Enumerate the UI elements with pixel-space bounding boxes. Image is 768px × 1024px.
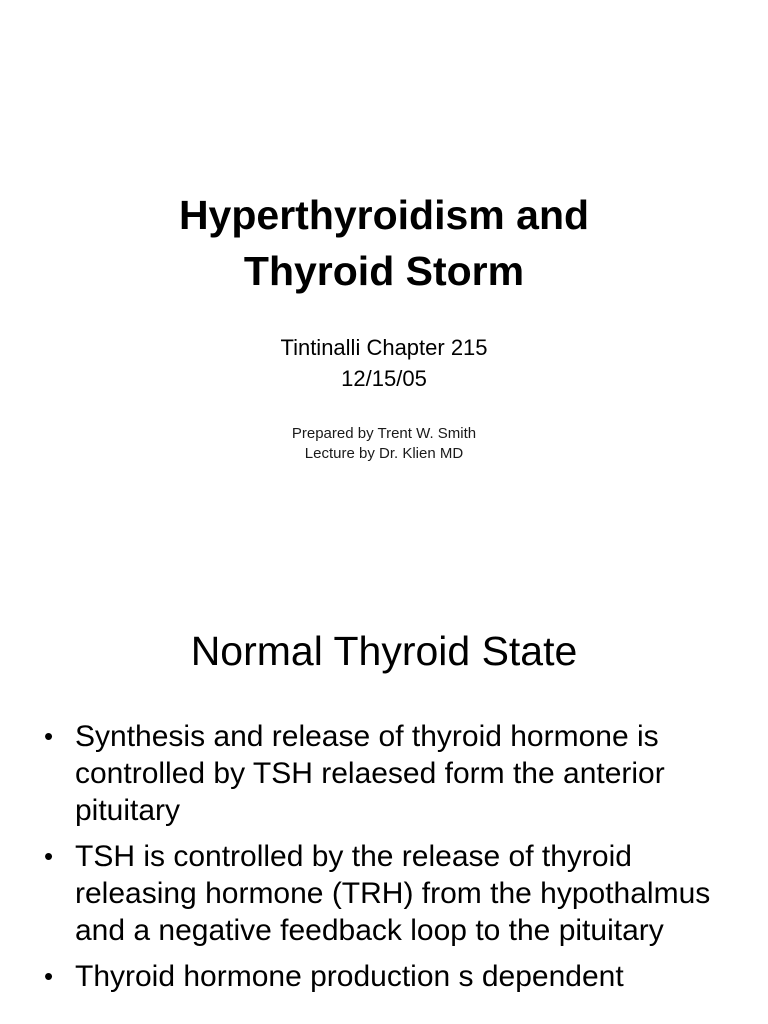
bullet-item bbox=[44, 958, 734, 995]
presentation-date: 12/15/05 bbox=[341, 366, 427, 391]
lecture-by: Lecture by Dr. Klien MD bbox=[304, 445, 464, 462]
bullet-text: TSH is controlled by the release of thyroid releasing hormone (TRH) from the hypothalmus and a negative feedback loop to the pituitary bbox=[75, 840, 711, 947]
bullet-item bbox=[44, 718, 734, 829]
chapter-reference: Tintinalli Chapter 215 bbox=[280, 335, 488, 360]
bullet-text: Thyroid hormone production s dependent bbox=[75, 960, 624, 993]
bullet-icon: • bbox=[44, 961, 54, 991]
bullet-item bbox=[44, 838, 734, 949]
bullet-icon: • bbox=[44, 721, 54, 751]
title-line: Thyroid Storm bbox=[243, 248, 525, 294]
slide-title bbox=[0, 187, 768, 299]
bullet-icon: • bbox=[44, 841, 54, 871]
slide-subtitle bbox=[0, 332, 768, 394]
bullet-text: Synthesis and release of thyroid hormone is controlled by TSH relaesed form the anterior pituitary bbox=[75, 720, 665, 827]
title-line: Hyperthyroidism and bbox=[178, 192, 590, 238]
bullet-list bbox=[44, 718, 734, 1004]
content-slide bbox=[0, 576, 768, 1024]
slide-title: Normal Thyroid State bbox=[190, 628, 578, 674]
slide-credits bbox=[0, 424, 768, 464]
prepared-by: Prepared by Trent W. Smith bbox=[291, 425, 477, 442]
